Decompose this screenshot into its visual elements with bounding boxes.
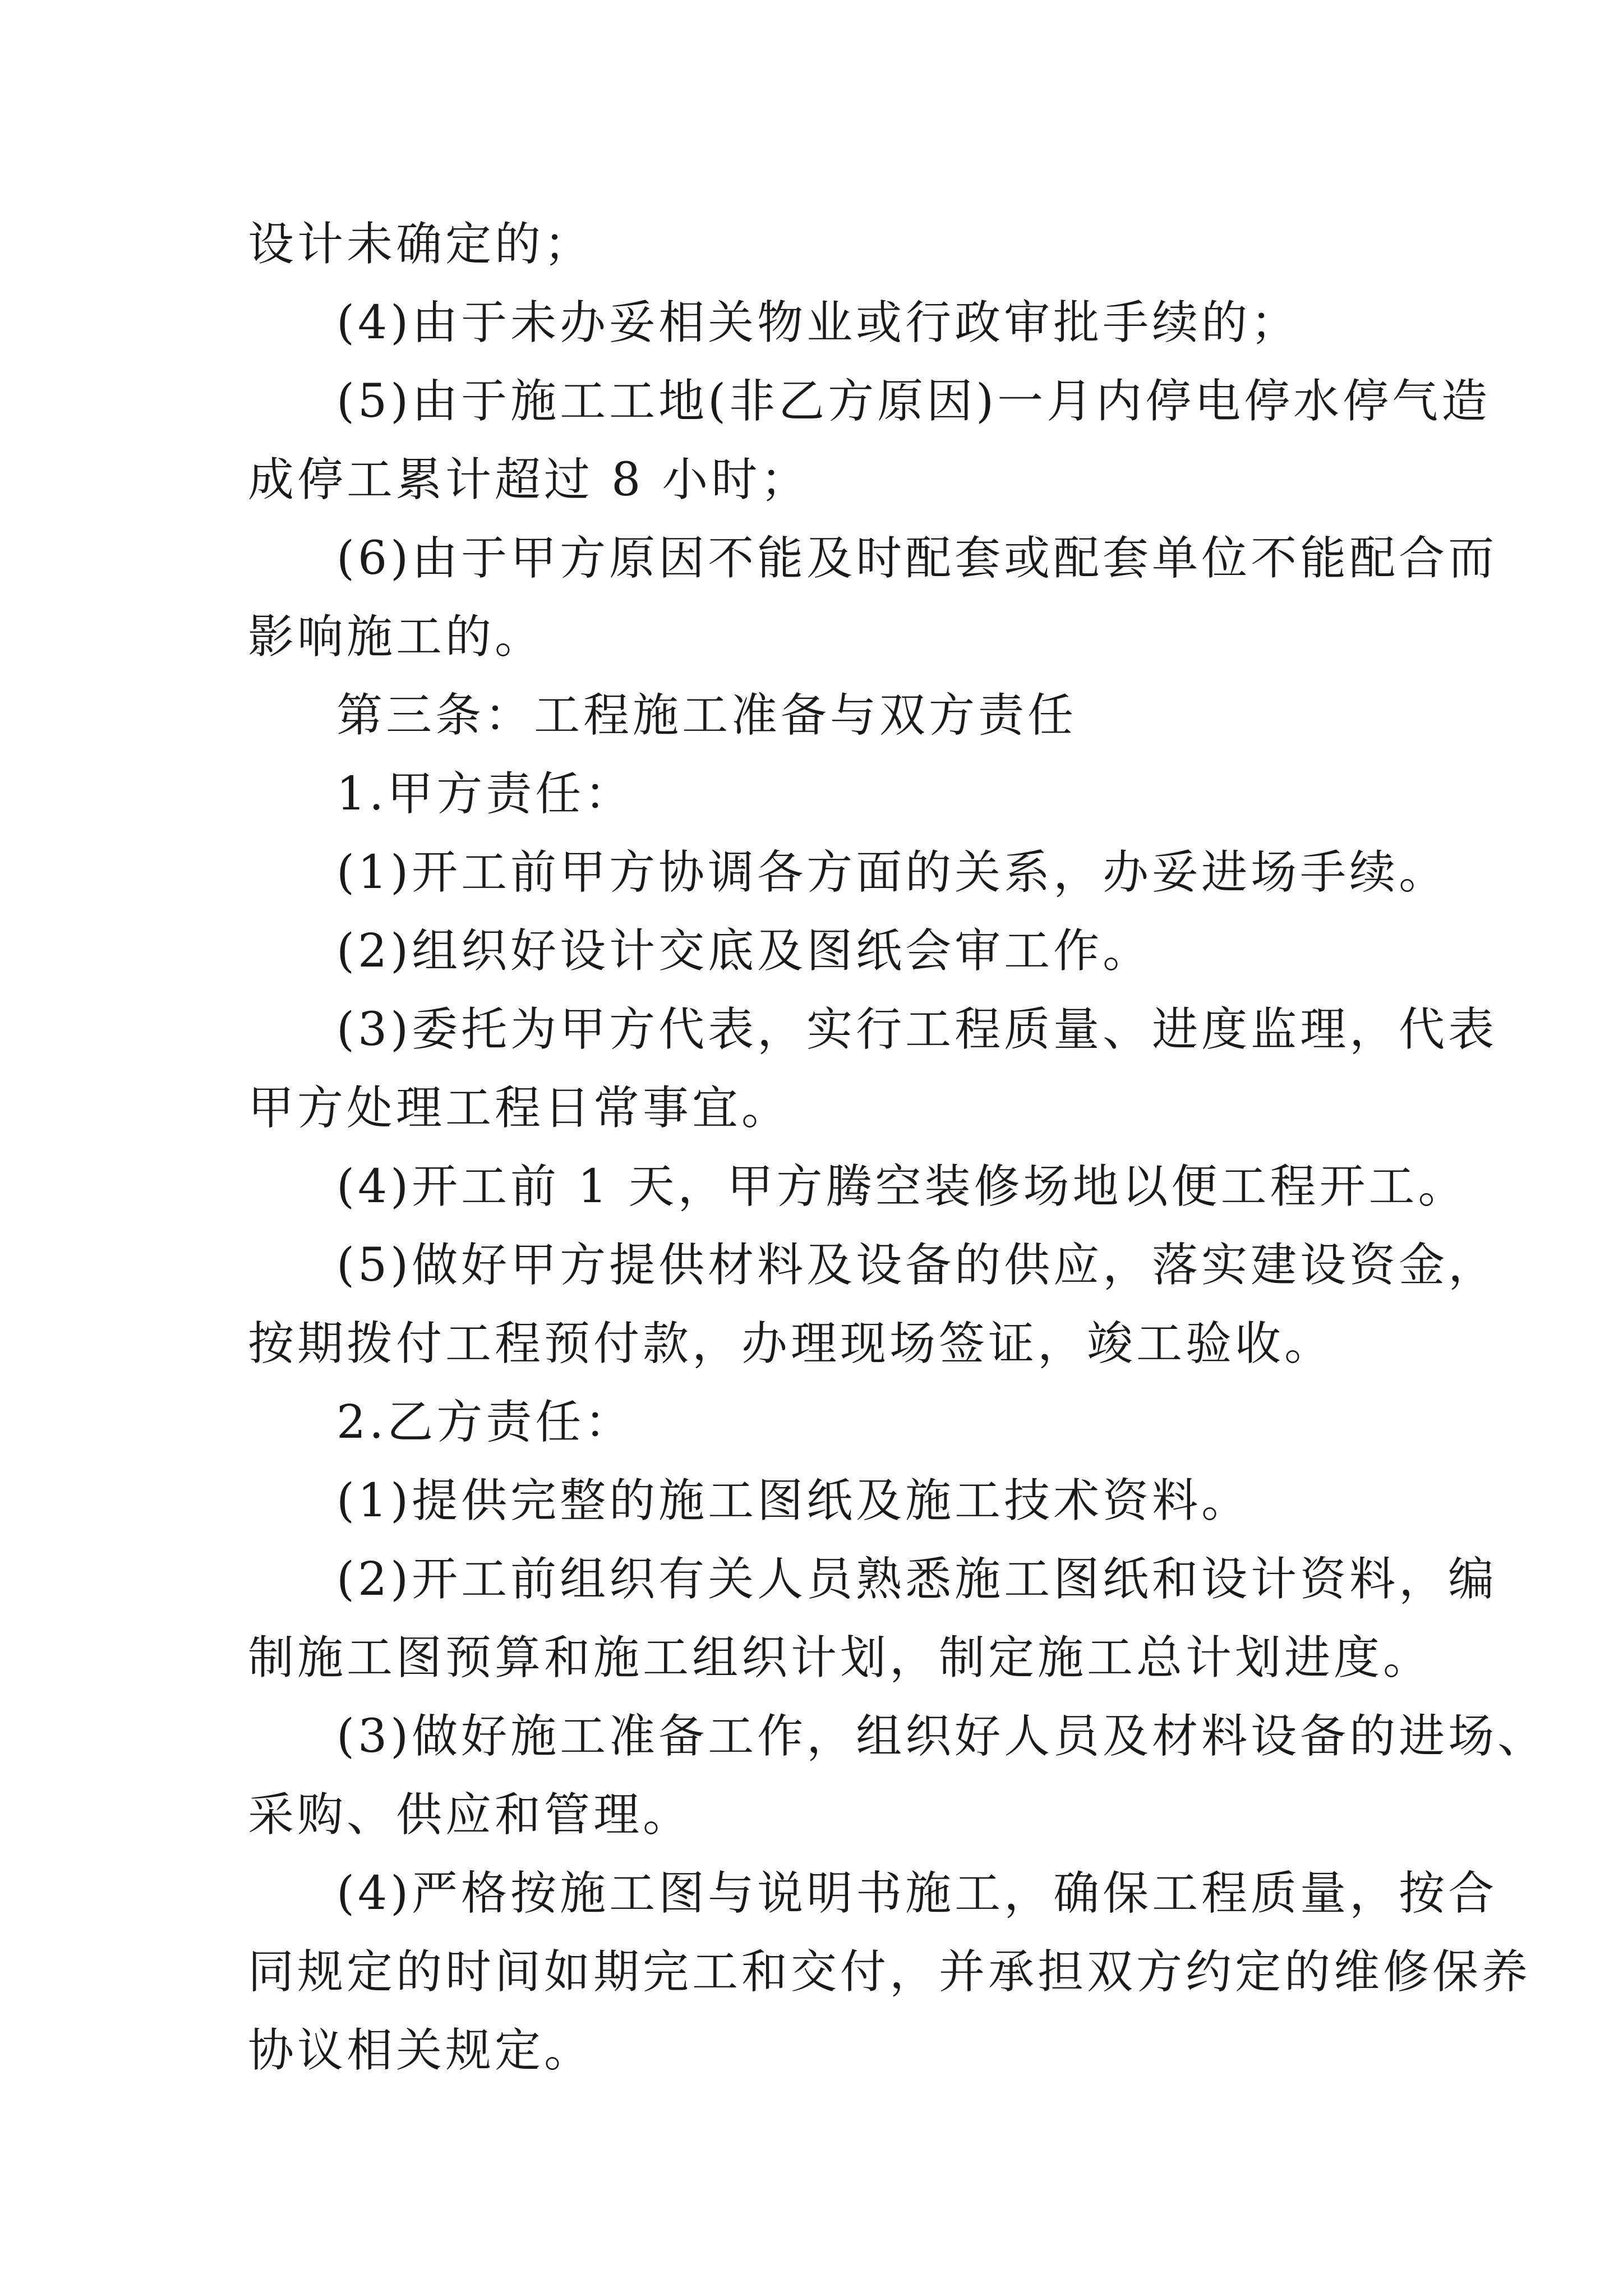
paragraph-line-21: 采购、供应和管理。 [248, 1788, 693, 1842]
paragraph-line-5: (6)由于甲方原因不能及时配套或配套单位不能配合而 [336, 532, 1498, 585]
paragraph-line-19: 制施工图预算和施工组织计划，制定施工总计划进度。 [248, 1631, 1433, 1685]
subheading-party-b-duties: 2.乙方责任： [336, 1396, 634, 1449]
paragraph-line-12: 甲方处理工程日常事宜。 [248, 1082, 791, 1135]
paragraph-line-9: (1)开工前甲方协调各方面的关系，办妥进场手续。 [336, 846, 1449, 899]
paragraph-line-4: 成停工累计超过 8 小时； [248, 453, 810, 507]
subheading-party-a-duties: 1.甲方责任： [336, 767, 634, 821]
paragraph-line-24: 协议相关规定。 [248, 2024, 594, 2077]
paragraph-line-11: (3)委托为甲方代表，实行工程质量、进度监理，代表 [336, 1003, 1498, 1056]
paragraph-line-14: (5)做好甲方提供材料及设备的供应，落实建设资金， [336, 1239, 1498, 1292]
paragraph-line-2: (4)由于未办妥相关物业或行政审批手续的； [336, 296, 1301, 349]
paragraph-line-13: (4)开工前 1 天，甲方腾空装修场地以便工程开工。 [336, 1160, 1468, 1213]
paragraph-line-3: (5)由于施工工地(非乙方原因)一月内停电停水停气造 [336, 375, 1491, 428]
paragraph-line-6: 影响施工的。 [248, 610, 545, 664]
paragraph-line-18: (2)开工前组织有关人员熟悉施工图纸和设计资料，编 [336, 1553, 1498, 1606]
paragraph-line-17: (1)提供完整的施工图纸及施工技术资料。 [336, 1474, 1251, 1527]
paragraph-line-10: (2)组织好设计交底及图纸会审工作。 [336, 924, 1152, 978]
paragraph-line-1: 设计未确定的； [248, 218, 594, 271]
paragraph-line-23: 同规定的时间如期完工和交付，并承担双方约定的维修保养 [248, 1945, 1532, 1999]
document-body [248, 205, 1547, 2090]
paragraph-line-15: 按期拨付工程预付款，办理现场签证，竣工验收。 [248, 1317, 1334, 1370]
paragraph-line-20: (3)做好施工准备工作，组织好人员及材料设备的进场、 [336, 1710, 1547, 1763]
paragraph-line-22: (4)严格按施工图与说明书施工，确保工程质量，按合 [336, 1867, 1498, 1920]
section-heading-article-3: 第三条：工程施工准备与双方责任 [336, 689, 1077, 742]
